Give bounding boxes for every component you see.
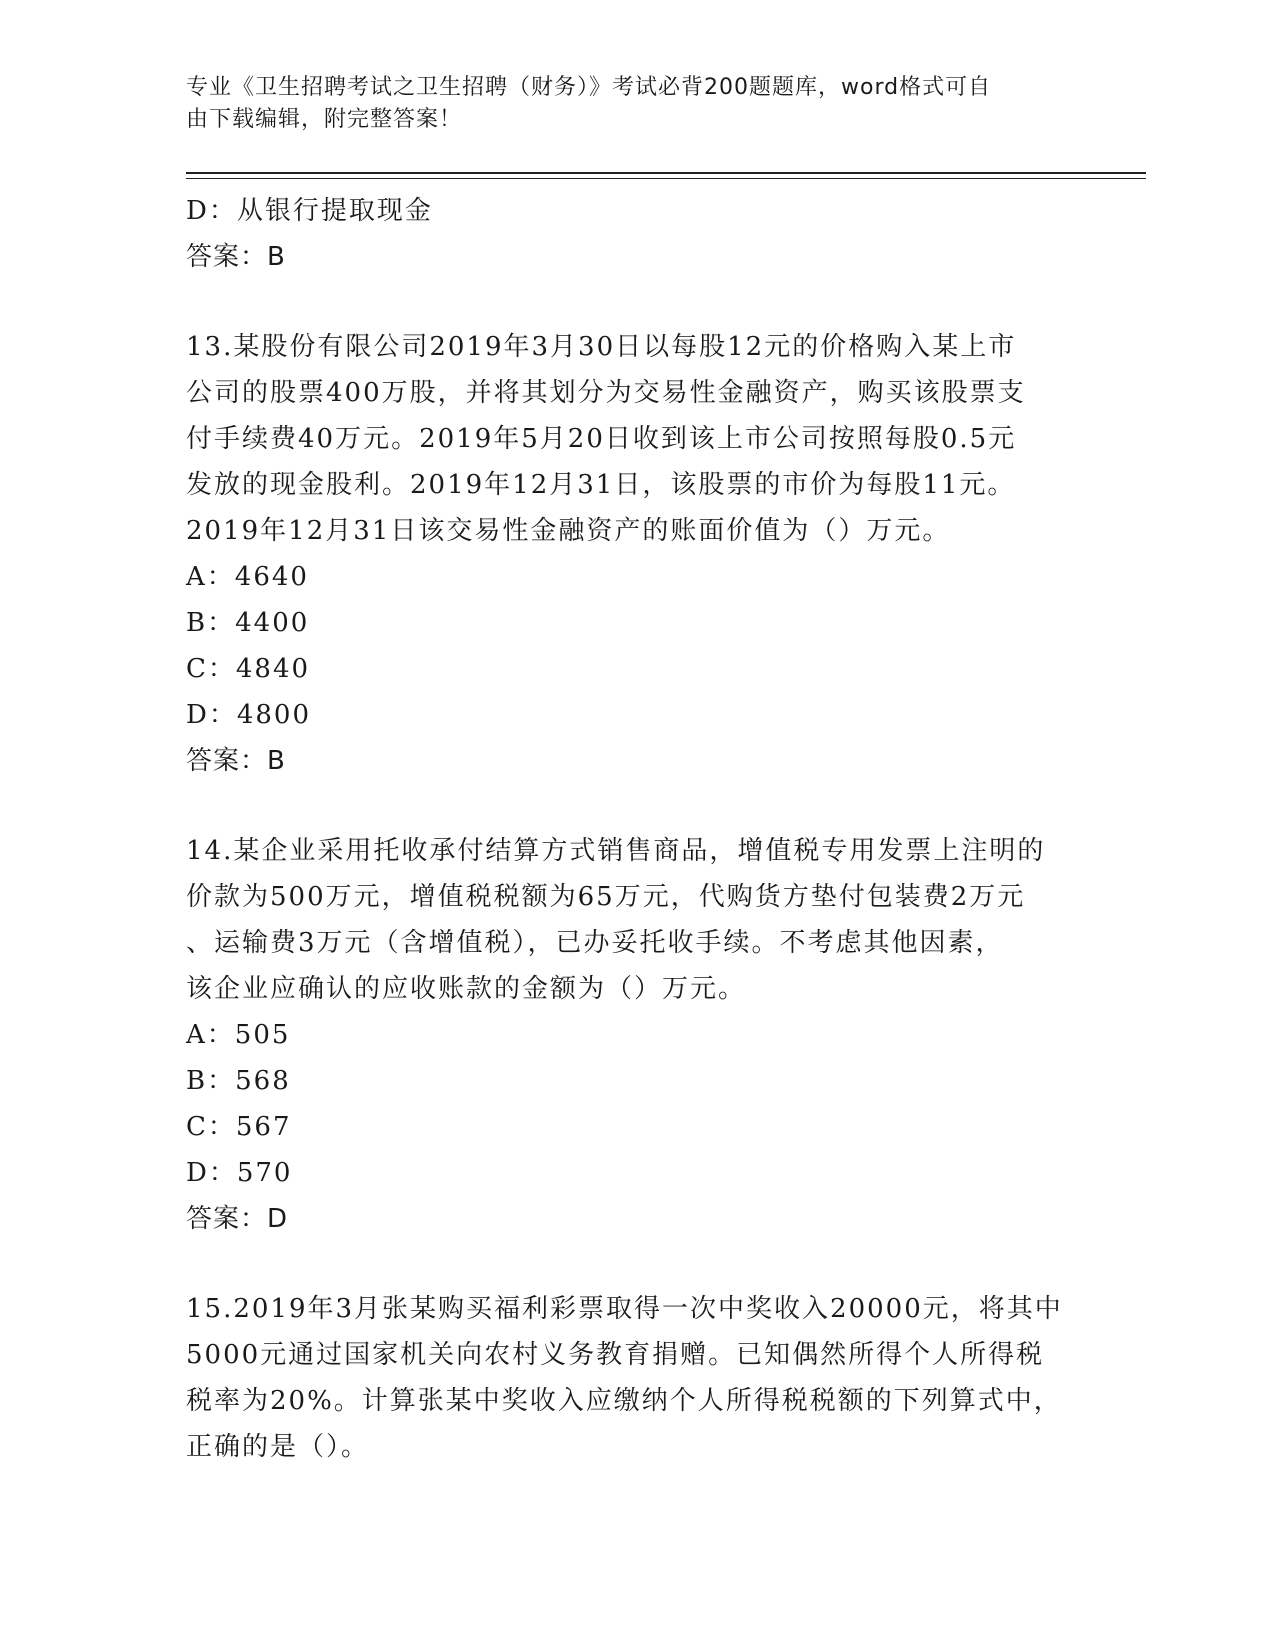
question-14-line: 该企业应确认的应收账款的金额为（）万元。 [186, 974, 747, 1004]
question-13-line: 13.某股份有限公司2019年3月30日以每股12元的价格购入某上市 [186, 332, 1017, 362]
document-body [186, 188, 1086, 1470]
spacer [186, 1240, 1086, 1286]
question-15-line: 税率为20%。计算张某中奖收入应缴纳个人所得税税额的下列算式中， [186, 1386, 1062, 1416]
prev-answer: 答案：B [186, 242, 286, 272]
question-13-line: 公司的股票400万股，并将其划分为交易性金融资产，购买该股票支 [186, 378, 1026, 408]
question-13-answer: 答案：B [186, 746, 286, 776]
header-divider-thick [186, 172, 1146, 174]
question-14-option-c: C：567 [186, 1112, 292, 1142]
prev-option-d: D：从银行提取现金 [186, 196, 433, 226]
header-line-1: 专业《卫生招聘考试之卫生招聘（财务）》考试必背200题题库，word格式可自 [186, 75, 992, 100]
question-13-line: 发放的现金股利。2019年12月31日，该股票的市价为每股11元。 [186, 470, 1016, 500]
question-14 [186, 828, 1086, 1240]
page-header [186, 72, 1066, 136]
question-13-option-d: D：4800 [186, 700, 312, 730]
question-15 [186, 1286, 1086, 1470]
spacer [186, 782, 1086, 828]
question-14-option-a: A：505 [186, 1020, 291, 1050]
question-15-line: 5000元通过国家机关向农村义务教育捐赠。已知偶然所得个人所得税 [186, 1340, 1045, 1370]
question-15-line: 正确的是（）。 [186, 1432, 370, 1462]
question-13-line: 2019年12月31日该交易性金融资产的账面价值为（）万元。 [186, 516, 951, 546]
header-divider-thin [186, 178, 1146, 179]
question-15-line: 15.2019年3月张某购买福利彩票取得一次中奖收入20000元，将其中 [186, 1294, 1063, 1324]
question-14-line: 价款为500万元，增值税税额为65万元，代购货方垫付包装费2万元 [186, 882, 1026, 912]
question-13 [186, 324, 1086, 782]
header-line-2: 由下载编辑，附完整答案！ [186, 107, 463, 132]
question-14-line: 14.某企业采用托收承付结算方式销售商品，增值税专用发票上注明的 [186, 836, 1046, 866]
question-13-option-a: A：4640 [186, 562, 309, 592]
question-13-option-b: B：4400 [186, 608, 310, 638]
question-14-line: 、运输费3万元（含增值税），已办妥托收手续。不考虑其他因素， [186, 928, 1004, 958]
spacer [186, 278, 1086, 324]
question-14-answer: 答案：D [186, 1204, 289, 1234]
question-14-option-b: B：568 [186, 1066, 291, 1096]
question-14-option-d: D：570 [186, 1158, 293, 1188]
question-13-line: 付手续费40万元。2019年5月20日收到该上市公司按照每股0.5元 [186, 424, 1017, 454]
question-13-option-c: C：4840 [186, 654, 311, 684]
